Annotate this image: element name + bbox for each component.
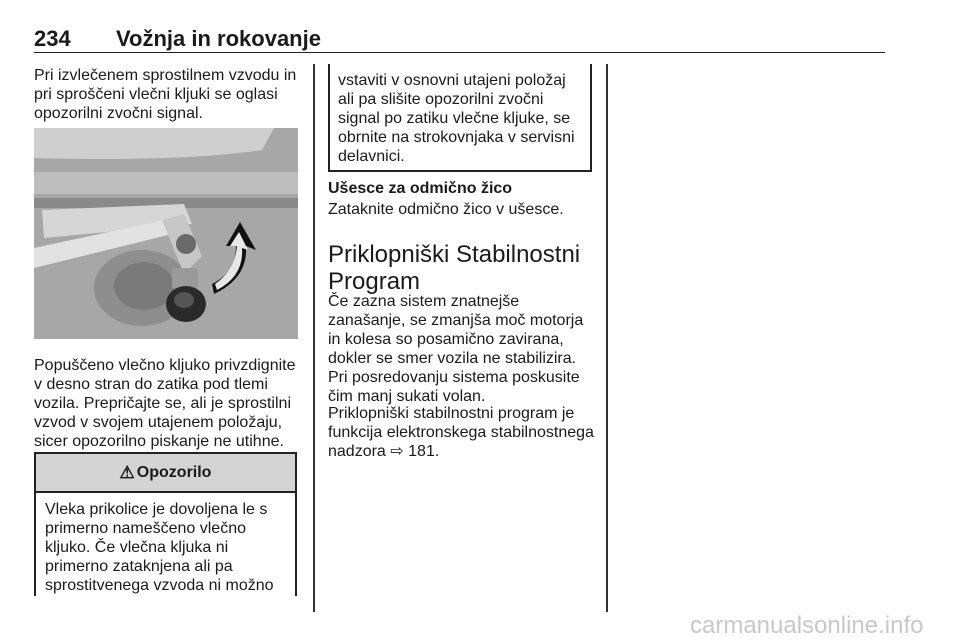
warning-triangle-icon: ⚠ [119,462,135,482]
warning-header [36,454,295,493]
section-paragraph: Če zazna sistem znatnejše zanašanje, se zmanjša moč motorja in kolesa so posamično zavirana, dokler se smer vozila ne stabilizira. Pri posredovanju sistema poskusite čim manj sukati volan. [328,293,584,405]
page-reference-link[interactable]: 181. [408,443,440,460]
chapter-title: Vožnja in rokovanje [116,26,321,51]
column-divider-1 [313,64,315,612]
warning-box [34,452,297,596]
watermark: carmanualsonline.info [690,612,924,639]
column-divider-2 [606,64,608,612]
warning-title: Opozorilo [136,463,212,481]
section-paragraph-2 [328,404,594,461]
subheading: Ušesce za odmično žico [328,180,513,197]
section-title: Priklopniški Stabilnostni Program [328,241,581,295]
subheading-text: Zataknite odmično žico v ušesce. [328,201,564,218]
instruction-paragraph: Popuščeno vlečno kljuko privzdignite v desno stran do zatika pod tlemi vozila. Prepričajte se, ali je sprostilni vzvod v svojem utajenem položaju, sicer opozorilno piskanje ne utihne. [34,357,296,450]
page-header [34,26,885,53]
reference-text: Priklopniški stabilnostni program je funkcija elektronskega stabilnostnega nadzora [328,405,594,460]
intro-paragraph: Pri izvlečenem sprostilnem vzvodu in pri sproščeni vlečni kljuki se oglasi opozorilni zvočni signal. [34,67,297,122]
page-ref-arrow-icon: ⇨ [390,443,404,460]
warning-text: Vleka prikolice je dovoljena le s primerno nameščeno vlečno kljuko. Če vlečna kljuka ni primerno zataknjena ali pa sprostitvenega vzvoda ni možno [45,501,274,594]
warning-continued-box: vstaviti v osnovni utajeni položaj ali pa slišite opozorilni zvočni signal po zatiku vlečne kljuke, se obrnite na strokovnjaka v servisni delavnici. [328,64,592,172]
tow-hitch-photo [34,128,298,339]
page-number: 234 [34,26,71,51]
